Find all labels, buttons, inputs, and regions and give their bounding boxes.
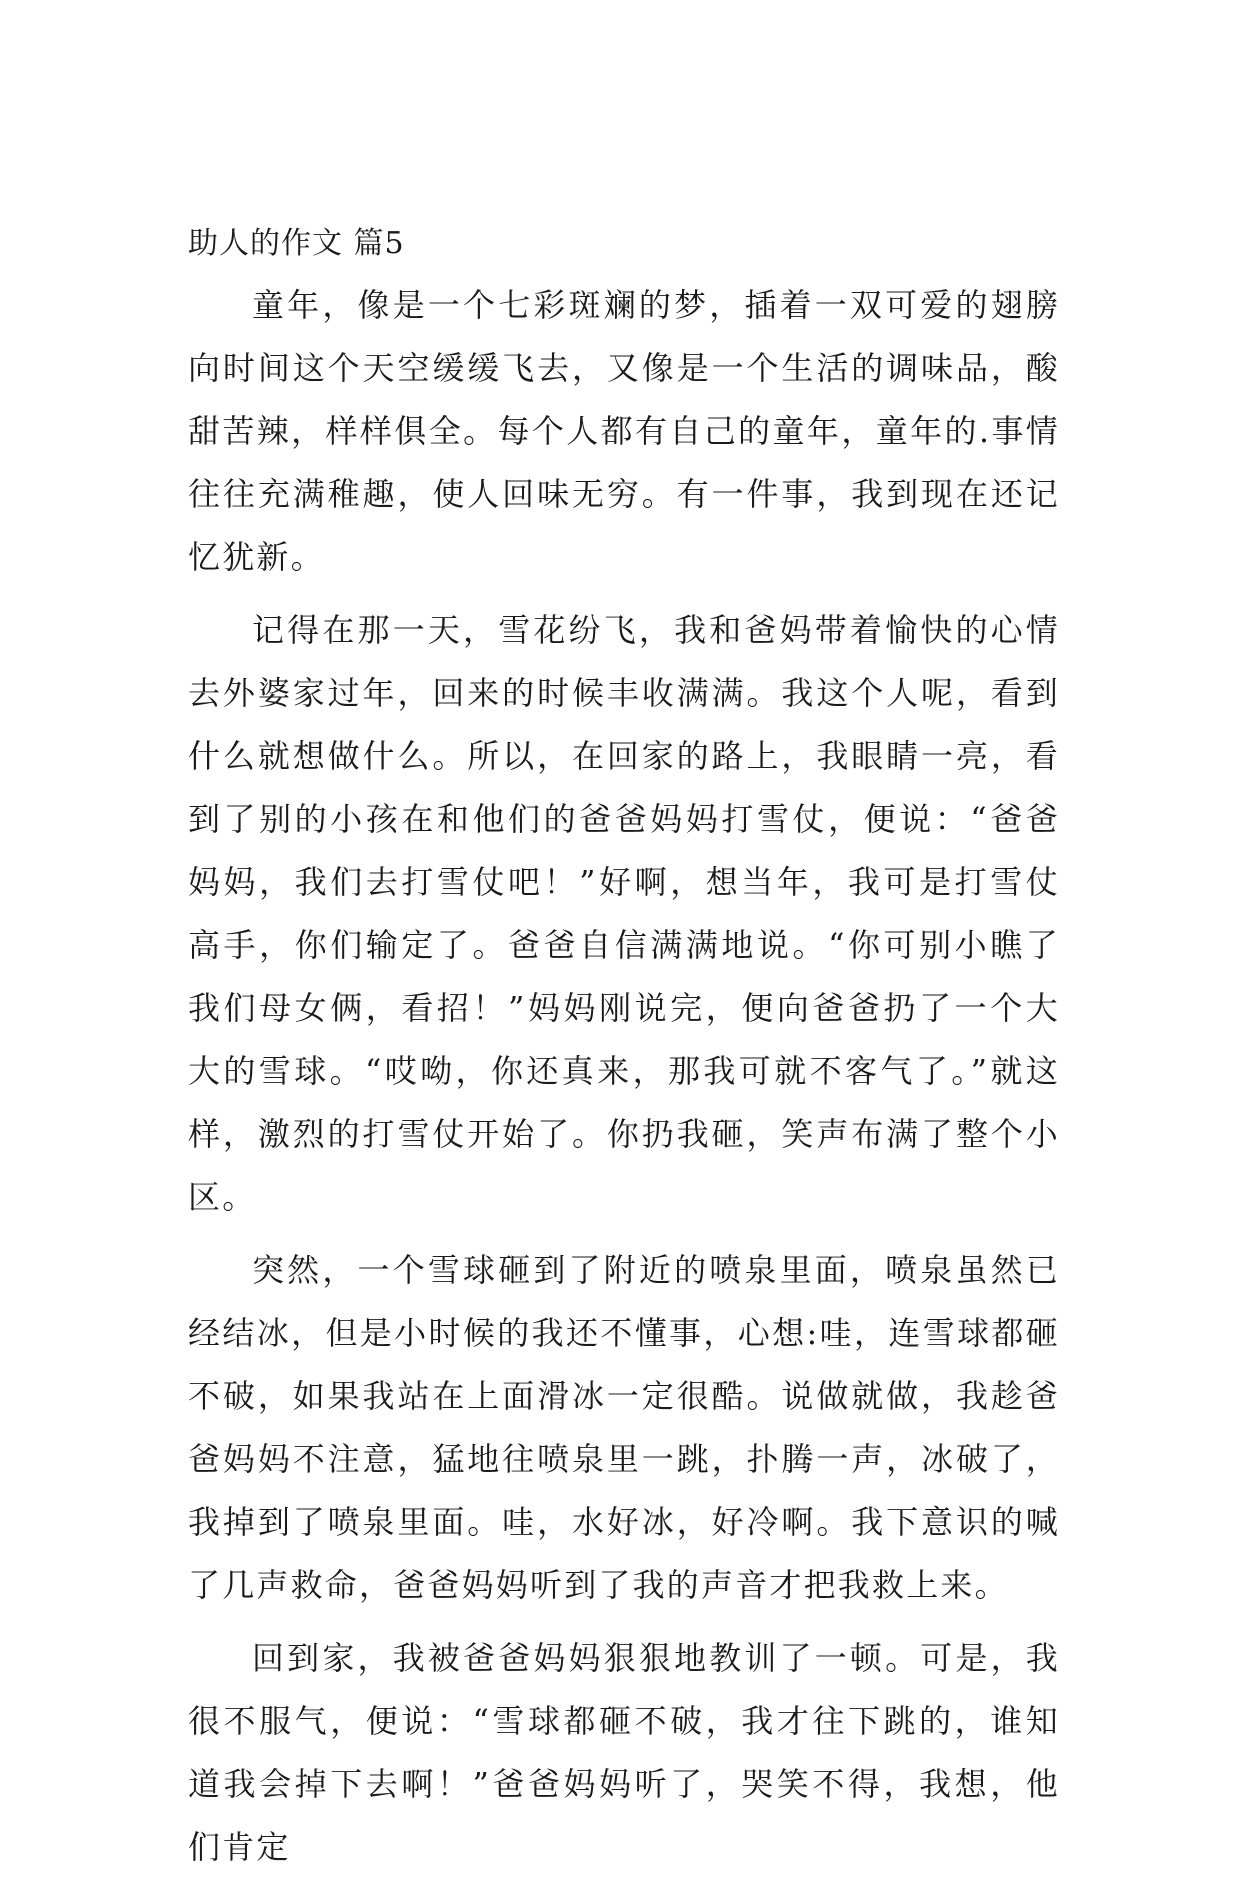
paragraph: 突然，一个雪球砸到了附近的喷泉里面，喷泉虽然已经结冰，但是小时候的我还不懂事，心想:哇，连雪球都砸不破，如果我站在上面滑冰一定很酷。说做就做，我趁爸爸妈妈不注意，猛地往喷泉里一跳，扑腾一声，冰破了，我掉到了喷泉里面。哇，水好冰，好冷啊。我下意识的喊了几声救命，爸爸妈妈听到了我的声音才把我救上来。 <box>188 1251 1060 1604</box>
paragraph: 回到家，我被爸爸妈妈狠狠地教训了一顿。可是，我很不服气，便说：“雪球都砸不破，我才往下跳的，谁知道我会掉下去啊！”爸爸妈妈听了，哭笑不得，我想，他们肯定 <box>188 1639 1060 1866</box>
document-page <box>188 222 1060 1889</box>
paragraph: 记得在那一天，雪花纷飞，我和爸妈带着愉快的心情去外婆家过年，回来的时候丰收满满。我这个人呢，看到什么就想做什么。所以，在回家的路上，我眼睛一亮，看到了别的小孩在和他们的爸爸妈妈打雪仗，便说：“爸爸妈妈，我们去打雪仗吧！”好啊，想当年，我可是打雪仗高手，你们输定了。爸爸自信满满地说。“你可别小瞧了我们母女俩，看招！”妈妈刚说完，便向爸爸扔了一个大大的雪球。“哎呦，你还真来，那我可就不客气了。”就这样，激烈的打雪仗开始了。你扔我砸，笑声布满了整个小区。 <box>188 611 1060 1216</box>
paragraph: 童年，像是一个七彩斑斓的梦，插着一双可爱的翅膀向时间这个天空缓缓飞去，又像是一个生活的调味品，酸甜苦辣，样样俱全。每个人都有自己的童年，童年的.事情往往充满稚趣，使人回味无穷。有一件事，我到现在还记忆犹新。 <box>188 286 1060 576</box>
essay-heading: 助人的作文 篇5 <box>188 226 405 261</box>
